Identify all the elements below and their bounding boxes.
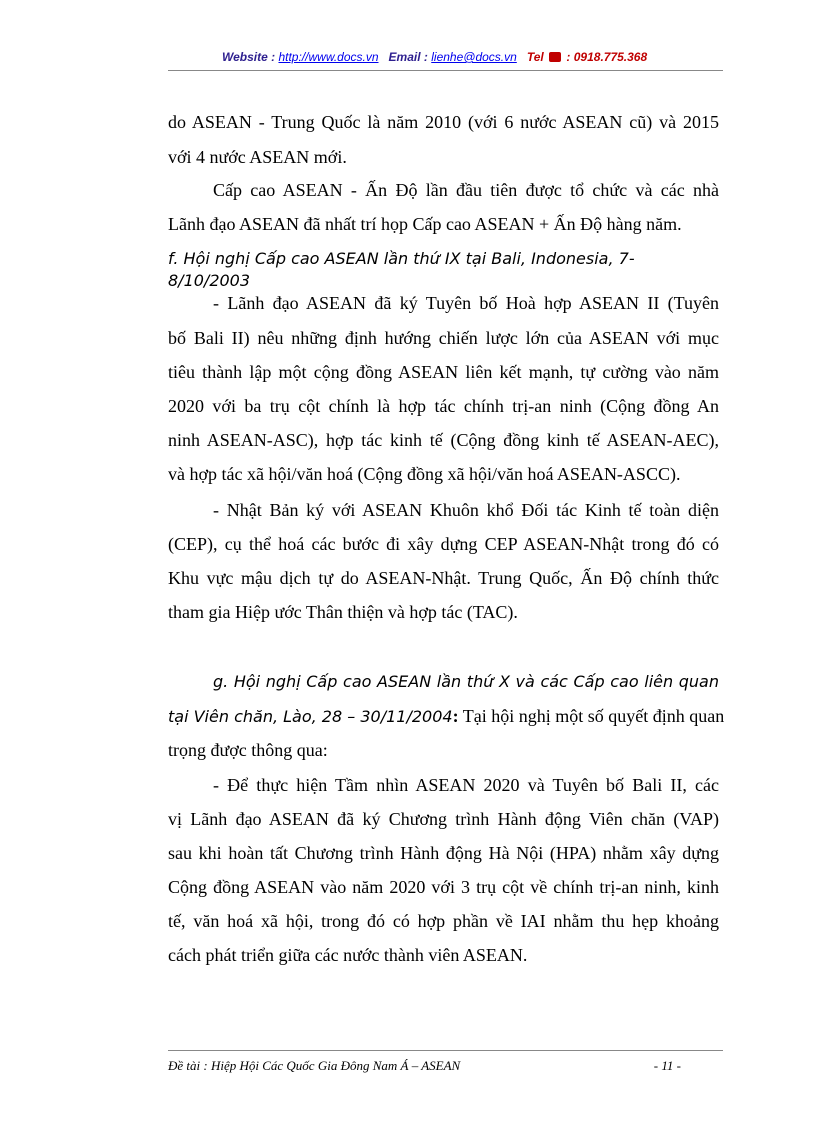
website-link[interactable]: http://www.docs.vn [278,50,379,64]
body-line: tham gia Hiệp ước Thân thiện và hợp tác (TAC). [168,602,518,622]
colon: : [452,706,459,726]
body-line: Cộng đồng ASEAN vào năm 2020 với 3 trụ cột về chính trị-an ninh, kinh [168,877,719,897]
footer-title: Đề tài : Hiệp Hội Các Quốc Gia Đông Nam Á – ASEAN [168,1058,461,1073]
tel-label: Tel [526,50,544,64]
footer-rule [168,1050,723,1051]
email-label: Email : [388,50,428,64]
section-g-heading-line2 [168,706,725,727]
section-f-heading: f. Hội nghị Cấp cao ASEAN lần thứ IX tại Bali, Indonesia, 7- [168,249,635,268]
header-rule [168,70,723,71]
body-line: - Lãnh đạo ASEAN đã ký Tuyên bố Hoà hợp ASEAN II (Tuyên [213,293,719,313]
body-line: bố Bali II) nêu những định hướng chiến lược lớn của ASEAN với mục [168,328,719,348]
body-line: - Để thực hiện Tầm nhìn ASEAN 2020 và Tuyên bố Bali II, các [213,775,719,795]
body-line: với 4 nước ASEAN mới. [168,147,347,167]
section-f-heading-date: 8/10/2003 [168,271,251,290]
body-line: - Nhật Bản ký với ASEAN Khuôn khổ Đối tác Kinh tế toàn diện [213,500,719,520]
body-line: vị Lãnh đạo ASEAN đã ký Chương trình Hành động Viên chăn (VAP) [168,809,719,829]
website-label: Website : [222,50,276,64]
body-line: Khu vực mậu dịch tự do ASEAN-Nhật. Trung Quốc, Ấn Độ chính thức [168,568,719,588]
body-text: Tại hội nghị một số quyết định quan [458,706,725,726]
section-g-heading-place: tại Viên chăn, Lào, 28 – 30/11/2004 [168,707,453,726]
body-line: Cấp cao ASEAN - Ấn Độ lần đầu tiên được tổ chức và các nhà [213,180,719,200]
body-line: (CEP), cụ thể hoá các bước đi xây dựng CEP ASEAN-Nhật trong đó có [168,534,719,554]
body-line: trọng được thông qua: [168,740,328,760]
body-line: tiêu thành lập một cộng đồng ASEAN liên kết mạnh, tự cường vào năm [168,362,719,382]
body-line: sau khi hoàn tất Chương trình Hành động Hà Nội (HPA) nhằm xây dựng [168,843,719,863]
email-link[interactable]: lienhe@docs.vn [431,50,517,64]
body-line: do ASEAN - Trung Quốc là năm 2010 (với 6 nước ASEAN cũ) và 2015 [168,112,719,132]
body-line: tế, văn hoá xã hội, trong đó có hợp phần về IAI nhằm thu hẹp khoảng [168,911,719,931]
body-line: Lãnh đạo ASEAN đã nhất trí họp Cấp cao ASEAN + Ấn Độ hàng năm. [168,214,682,234]
body-line: cách phát triển giữa các nước thành viên ASEAN. [168,945,528,965]
body-line: ninh ASEAN-ASC), hợp tác kinh tế (Cộng đồng kinh tế ASEAN-AEC), [168,430,719,450]
body-line: 2020 với ba trụ cột chính là hợp tác chính trị-an ninh (Cộng đồng An [168,396,719,416]
section-g-heading: g. Hội nghị Cấp cao ASEAN lần thứ X và các Cấp cao liên quan [213,672,719,691]
page-number: - 11 - [653,1058,681,1073]
body-line: và hợp tác xã hội/văn hoá (Cộng đồng xã hội/văn hoá ASEAN-ASCC). [168,464,681,484]
phone-icon [549,52,561,62]
page-header [222,50,702,64]
phone-number: : 0918.775.368 [566,50,648,64]
page-footer [168,1058,719,1074]
